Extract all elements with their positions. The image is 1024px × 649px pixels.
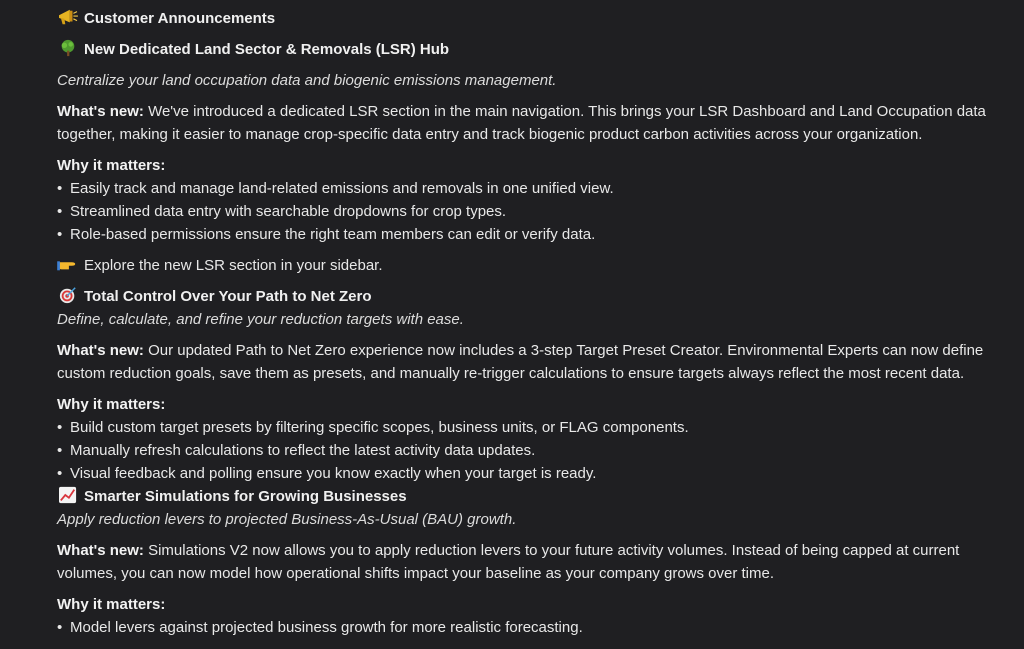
section-subtitle: Apply reduction levers to projected Business-As-Usual (BAU) growth.	[57, 511, 517, 528]
list-item-text: Streamlined data entry with searchable dropdowns for crop types.	[70, 203, 507, 220]
list-item-text: Role-based permissions ensure the right team members can edit or verify data.	[70, 226, 596, 243]
cta-text: Explore the new LSR section in your sidebar.	[84, 257, 383, 274]
whats-new-paragraph	[57, 539, 1012, 585]
section-title-row	[57, 285, 1012, 308]
target-icon	[57, 286, 79, 304]
list-item: • Visual feedback and polling ensure you know exactly when your target is ready.	[57, 465, 597, 482]
section-title: Smarter Simulations for Growing Businesses	[84, 488, 407, 505]
list-item-text: Manually refresh calculations to reflect the latest activity data updates.	[70, 442, 536, 459]
announcement-title: Customer Announcements	[84, 10, 276, 27]
section-subtitle: Define, calculate, and refine your reduction targets with ease.	[57, 311, 464, 328]
chart-increasing-icon	[57, 486, 79, 504]
list-item-text: Build custom target presets by filtering specific scopes, business units, or FLAG components.	[70, 419, 689, 436]
why-label: Why it matters:	[57, 157, 166, 174]
whats-new-paragraph	[57, 339, 1012, 385]
announcement-header	[57, 7, 1012, 30]
whats-new-text: We've introduced a dedicated LSR section in the main navigation. This brings your LSR Dashboard and Land Occupation data together, making it easier to manage crop-specific data entry and track biogenic product carbon activities across your organization.	[57, 103, 986, 143]
section-title: Total Control Over Your Path to Net Zero	[84, 288, 372, 305]
whats-new-text: Our updated Path to Net Zero experience now includes a 3-step Target Preset Creator. Environmental Experts can now define custom reduction goals, save them as presets, and manually re-trigger calculations to ensure targets always reflect the most recent data.	[57, 342, 984, 382]
list-item-text: Model levers against projected business growth for more realistic forecasting.	[70, 619, 583, 636]
whats-new-text: Simulations V2 now allows you to apply reduction levers to your future activity volumes. Instead of being capped at current volumes, you can now model how operational shifts impact your baseline as your company grows over time.	[57, 542, 960, 582]
section-title-row	[57, 38, 1012, 61]
megaphone-icon	[57, 8, 79, 26]
list-item: • Easily track and manage land-related emissions and removals in one unified view.	[57, 180, 614, 197]
cta-row	[57, 254, 1012, 277]
whats-new-label: What's new:	[57, 103, 144, 120]
list-item: • Build custom target presets by filtering specific scopes, business units, or FLAG components.	[57, 419, 689, 436]
section-title: New Dedicated Land Sector & Removals (LSR) Hub	[84, 41, 450, 58]
whats-new-label: What's new:	[57, 342, 144, 359]
whats-new-label: What's new:	[57, 542, 144, 559]
why-label: Why it matters:	[57, 596, 166, 613]
tree-icon	[57, 39, 79, 57]
whats-new-paragraph	[57, 100, 1012, 146]
why-label: Why it matters:	[57, 396, 166, 413]
list-item: • Role-based permissions ensure the right team members can edit or verify data.	[57, 226, 596, 243]
list-item: • Streamlined data entry with searchable dropdowns for crop types.	[57, 203, 507, 220]
list-item: • Manually refresh calculations to reflect the latest activity data updates.	[57, 442, 536, 459]
message-body	[57, 0, 1012, 639]
list-item-text: Easily track and manage land-related emissions and removals in one unified view.	[70, 180, 614, 197]
list-item: • Model levers against projected business growth for more realistic forecasting.	[57, 619, 583, 636]
pointing-hand-icon	[57, 255, 79, 273]
list-item-text: Visual feedback and polling ensure you know exactly when your target is ready.	[70, 465, 597, 482]
section-title-row	[57, 485, 1012, 508]
section-subtitle: Centralize your land occupation data and biogenic emissions management.	[57, 72, 557, 89]
